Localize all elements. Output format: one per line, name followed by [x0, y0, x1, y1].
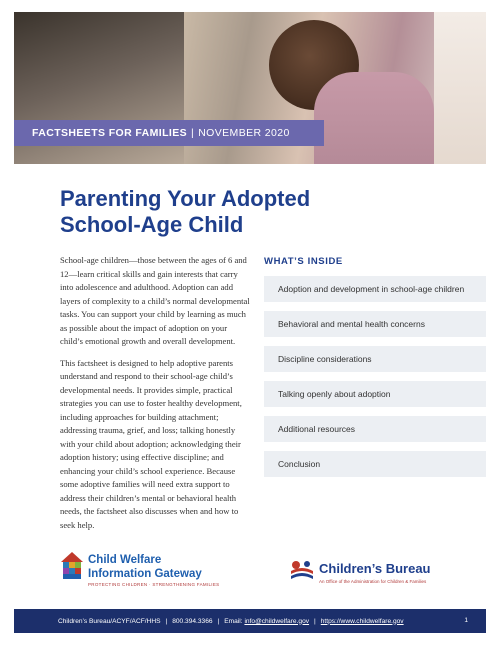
series-banner: [14, 120, 324, 146]
contents-item-development[interactable]: Adoption and development in school-age children: [264, 276, 486, 302]
whats-inside-list: [264, 276, 486, 486]
childrens-bureau-logo[interactable]: [289, 559, 449, 589]
whats-inside-heading: WHAT’S INSIDE: [264, 256, 343, 267]
cwig-name-line-2: Information Gateway: [88, 568, 202, 580]
hero-photo-parent-arm: [434, 12, 486, 164]
contents-item-discipline[interactable]: Discipline considerations: [264, 346, 486, 372]
intro-text: [60, 254, 250, 540]
page-title-line-2: School-Age Child: [60, 212, 244, 237]
footer-email-link[interactable]: info@childwelfare.gov: [244, 617, 310, 625]
intro-paragraph-1: School-age children—those between the ages of 6 and 12—learn critical skills and gain interests that carry into adolescence and adulthood. Adoption can add layers of complexity to a child’s normal developmental tasks. You can support your child by learning as much as possible about the impact of adoption on your child’s emotional growth and overall development.: [60, 255, 250, 346]
footer-org: Children’s Bureau/ACYF/ACF/HHS: [58, 617, 161, 625]
series-label: FACTSHEETS FOR FAMILIES: [32, 127, 188, 139]
contents-item-resources[interactable]: Additional resources: [264, 416, 486, 442]
childrens-bureau-tagline: An Office of the Administration for Children & Families: [319, 579, 427, 584]
cwig-tagline: PROTECTING CHILDREN · STRENGTHENING FAMILIES: [88, 582, 220, 587]
cwig-name-line-1: Child Welfare: [88, 554, 162, 566]
child-welfare-gateway-logo[interactable]: [60, 551, 220, 587]
banner-separator: |: [191, 127, 195, 139]
page-title-line-1: Parenting Your Adopted: [60, 186, 311, 211]
hero-photo-child-shirt: [314, 72, 434, 164]
footer-bar: Children’s Bureau/ACYF/ACF/HHS | 800.394.3366 | Email: info@childwelfare.gov | https://www.childwelfare.gov 1: [14, 609, 486, 633]
house-icon: [60, 551, 84, 581]
publication-date: NOVEMBER 2020: [198, 127, 290, 139]
childrens-bureau-name: Children’s Bureau: [319, 561, 431, 576]
page-number: 1: [464, 617, 468, 624]
footer-email-label: Email:: [224, 617, 243, 625]
footer-website-link[interactable]: https://www.childwelfare.gov: [320, 617, 404, 625]
childrens-bureau-mark-icon: [289, 559, 315, 583]
page-title: [60, 186, 440, 238]
contents-item-talking-openly[interactable]: Talking openly about adoption: [264, 381, 486, 407]
footer-phone: 800.394.3366: [172, 617, 213, 625]
contents-item-conclusion[interactable]: Conclusion: [264, 451, 486, 477]
contents-item-behavioral-health[interactable]: Behavioral and mental health concerns: [264, 311, 486, 337]
intro-paragraph-2: This factsheet is designed to help adoptive parents understand and respond to their school-age child’s developmental needs. It provides simple, practical strategies you can use to foster healthy development, including approaches for building attachment; addressing trauma, grief, and loss; talking honestly with your child about adoption; acknowledging their adoption history; using effective discipline; and enhancing your child’s school experience. Because some adoptive families will need extra support to address their children’s mental or behavioral health needs, the factsheet also discusses when and how to seek help.: [60, 357, 242, 530]
